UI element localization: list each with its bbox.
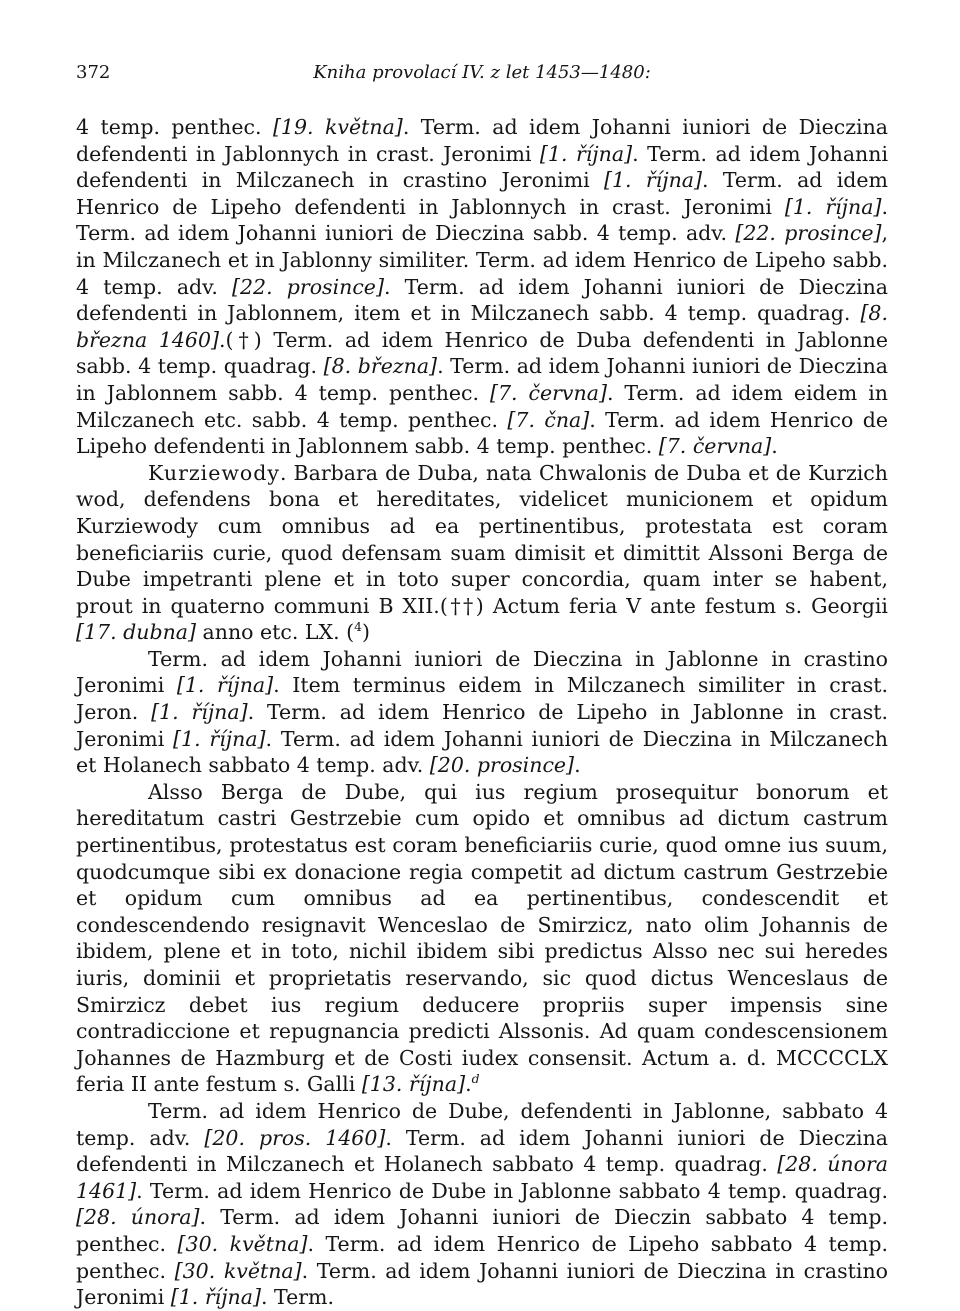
text-segment: . Term. — [260, 1285, 334, 1310]
text-segment: . Term. ad idem eidem in Milczanech etc. sabb. 4 temp. penthec. — [76, 380, 888, 432]
text-segment: . Term. ad idem Johanni iuniori de Dieczina defendenti in Milczanech et Holanech sabbato 4 temp. quadrag. — [76, 1125, 889, 1177]
date-annotation: [22. prosince] — [232, 274, 384, 299]
text-segment: .(†) Term. ad idem Henrico de Duba defendenti in Jablonne sabb. 4 temp. quadrag. — [76, 327, 888, 379]
text-segment: Term. ad idem Henrico de Dube, defendenti in Jablonne, sabbato 4 temp. adv. — [76, 1098, 888, 1150]
date-annotation: [30. května] — [174, 1258, 302, 1283]
text-segment: 4 temp. penthec. — [76, 115, 273, 139]
date-annotation: [30. května] — [177, 1231, 308, 1256]
text-segment: Term. ad idem Johanni iuniori de Dieczina in Jablonne in crastino Jeronimi — [76, 646, 888, 698]
date-annotation: [19. května] — [272, 115, 403, 139]
text-segment: . Term. ad idem Henrico de Dube in Jablonne sabbato 4 temp. quadrag. — [136, 1178, 888, 1203]
text-segment: . Term. ad idem Johanni iuniori de Dieczina in Milczanech et Holanech sabbato 4 temp. adv. — [76, 726, 888, 778]
footnote-mark: 4 — [354, 620, 362, 635]
date-annotation: [1. října] — [604, 168, 702, 193]
text-segment: . — [574, 753, 581, 778]
date-annotation: [20. pros. 1460] — [204, 1125, 386, 1150]
paragraph — [76, 646, 888, 779]
date-annotation: [1. října] — [539, 141, 633, 166]
text-segment: Alsso Berga de Dube, qui ius regium prosequitur bonorum et hereditatum castri Gestrzebie cum opido et omnibus ad dictum castrum pertinentibus, protestatus est coram beneficiariis curie, quod omne ius suum, quodcumque sibi ex donacione regia competit ad dictum castrum Gestrzebie et opidum cum omnibus ad ea pertinentibus, condescendit et condescendendo resignavit Wenceslao de Smirzicz, nato olim Johannis de ibidem, plene et in toto, nichil ibidem sibi predictus Alsso nec sui heredes iuris, dominii et proprietatis reservando, sic quod dictus Wenceslaus de Smirzicz debet ius regium deducere propriis super impensis sine contradiccione et repugnancia predicti Alssonis. Ad quam condescensionem Johannes de Hazmburg et de Costi iudex consensit. Actum a. d. MCCCCLX feria II ante festum s. Galli — [76, 779, 888, 1097]
text-segment: . Term. ad idem Johanni iuniori de Dieczina in Jablonnem sabb. 4 temp. penthec. — [76, 354, 888, 405]
paragraph — [76, 779, 888, 1098]
page-header — [76, 62, 888, 92]
text-segment: . — [465, 1072, 472, 1097]
text-segment: . Term. ad idem Johanni defendenti in Milczanech in crastino Jeronimi — [76, 141, 888, 193]
date-annotation: [20. prosince] — [429, 753, 575, 778]
running-title: Kniha provolací IV. z let 1453—1480: — [313, 62, 651, 83]
text-segment: . Barbara de Duba, nata Chwalonis de Duba et de Kurzich wod, defendens bona et hereditates, videlicet municionem et opidum Kurziewody cum omnibus ad ea pertinentibus, protestata est coram beneficiariis curie, quod defensam suam dimisit et dimittit Alssoni Berga de Dube impetranti plene et in toto super concordia, quam inter se habent, prout in quaterno communi B XII.(††) Actum feria V ante festum s. Georgii — [76, 460, 888, 618]
date-annotation: [1. října] — [151, 700, 248, 725]
place-heading: Kurziewody — [148, 460, 280, 485]
date-annotation: [7. čna] — [507, 407, 590, 432]
text-segment: . Term. ad idem Johanni iuniori de Dieczin sabbato 4 temp. penthec. — [76, 1205, 889, 1256]
text-segment: . Term. ad idem Johanni iuniori de Dieczina defendenti in Jablonnych in crast. Jeronimi — [76, 115, 888, 166]
footnote-mark: d — [471, 1072, 480, 1087]
paragraph — [76, 460, 888, 646]
text-segment: . — [771, 434, 778, 459]
text-segment: . Term. ad idem Henrico de Lipeho in Jablonne in crast. Jeronimi — [76, 700, 889, 751]
date-annotation: [1. října] — [176, 673, 274, 698]
date-annotation: [13. října] — [361, 1072, 466, 1097]
date-annotation: [1. října] — [170, 1285, 261, 1310]
text-segment: . Term. ad idem Johanni iuniori de Dieczina in crastino Jeronimi — [76, 1258, 888, 1310]
text-segment: . Term. ad idem Johanni iuniori de Dieczina defendenti in Jablonnem, item et in Milczanech sabb. 4 temp. quadrag. — [76, 274, 888, 326]
text-segment: . Term. ad idem Henrico de Lipeho defendenti in Jablonnych in crast. Jeronimi — [76, 168, 888, 219]
date-annotation: [17. dubna] — [76, 620, 196, 645]
date-annotation: [22. prosince] — [735, 221, 882, 246]
text-segment: . Term. ad idem Henrico de Lipeho defendenti in Jablonnem sabb. 4 temp. penthec. — [76, 407, 888, 459]
paragraph — [76, 114, 888, 460]
date-annotation: [8. března] — [323, 354, 438, 379]
text-segment: . Term. ad idem Johanni iuniori de Dieczina sabb. 4 temp. adv. — [76, 194, 888, 246]
date-annotation: [1. října] — [173, 726, 266, 751]
date-annotation: [28. února] — [76, 1205, 200, 1230]
text-segment: . Item terminus eidem in Milczanech similiter in crast. Jeron. — [76, 673, 888, 725]
text-segment: ) — [361, 620, 370, 645]
body-text — [76, 114, 888, 1311]
date-annotation: [1. října] — [784, 194, 882, 219]
date-annotation: [28. února 1461] — [76, 1152, 888, 1203]
page-number: 372 — [76, 62, 111, 83]
paragraph — [76, 1098, 888, 1311]
date-annotation: [8. března 1460] — [76, 301, 888, 352]
text-segment: anno etc. LX. ( — [196, 620, 355, 645]
text-segment: , in Milczanech et in Jablonny similiter. Term. ad idem Henrico de Lipeho sabb. 4 temp. adv. — [76, 221, 888, 299]
date-annotation: [7. června] — [658, 434, 772, 459]
date-annotation: [7. června] — [490, 380, 607, 405]
text-segment: . Term. ad idem Henrico de Lipeho sabbato 4 temp. penthec. — [76, 1231, 888, 1283]
